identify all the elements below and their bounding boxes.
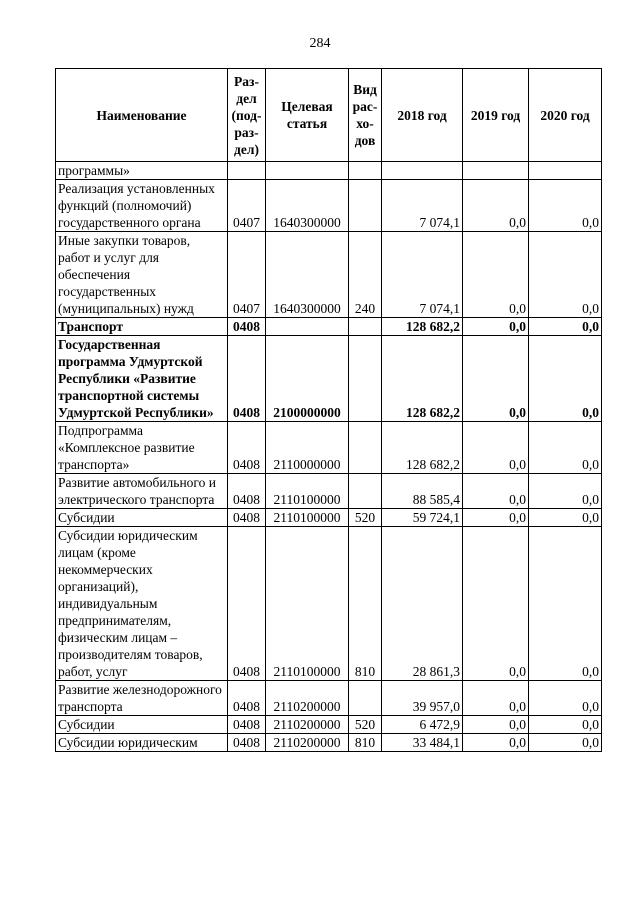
page-number: 284 — [309, 36, 331, 51]
table-row — [56, 527, 602, 681]
cell-name: Субсидии — [56, 716, 228, 734]
cell-name: Субсидии юридическим лицам (кроме некоммерческих организаций), индивидуальным предпринимателям, физическим лицам – производителям товаров, работ, услуг — [56, 527, 228, 681]
cell-kind — [349, 336, 382, 422]
cell-2019: 0,0 — [463, 474, 529, 509]
cell-name: Транспорт — [56, 318, 228, 336]
table-row — [56, 336, 602, 422]
cell-kind — [349, 180, 382, 232]
cell-section: 0408 — [228, 716, 266, 734]
header-2018: 2018 год — [382, 69, 463, 162]
cell-2020: 0,0 — [529, 509, 602, 527]
cell-2020: 0,0 — [529, 180, 602, 232]
cell-name: Подпрограмма «Комплексное развитие транспорта» — [56, 422, 228, 474]
cell-target: 2110100000 — [266, 527, 349, 681]
cell-target: 2110100000 — [266, 474, 349, 509]
header-row — [56, 69, 602, 162]
cell-2020: 0,0 — [529, 232, 602, 318]
cell-2020 — [529, 162, 602, 180]
cell-kind: 810 — [349, 527, 382, 681]
cell-kind — [349, 474, 382, 509]
header-2020: 2020 год — [529, 69, 602, 162]
cell-2018 — [382, 162, 463, 180]
cell-2020: 0,0 — [529, 716, 602, 734]
cell-section: 0408 — [228, 318, 266, 336]
cell-kind — [349, 422, 382, 474]
cell-2019: 0,0 — [463, 527, 529, 681]
cell-2019: 0,0 — [463, 716, 529, 734]
table-row — [56, 180, 602, 232]
cell-2018: 128 682,2 — [382, 318, 463, 336]
cell-section: 0408 — [228, 734, 266, 752]
cell-name: Субсидии — [56, 509, 228, 527]
cell-section: 0408 — [228, 527, 266, 681]
table-row — [56, 162, 602, 180]
cell-2019 — [463, 162, 529, 180]
table-row — [56, 474, 602, 509]
cell-section: 0408 — [228, 422, 266, 474]
table-row — [56, 509, 602, 527]
cell-2020: 0,0 — [529, 474, 602, 509]
cell-2018: 59 724,1 — [382, 509, 463, 527]
cell-name: Иные закупки товаров, работ и услуг для обеспечения государственных (муниципальных) нужд — [56, 232, 228, 318]
cell-2019: 0,0 — [463, 734, 529, 752]
cell-2018: 28 861,3 — [382, 527, 463, 681]
cell-target: 2100000000 — [266, 336, 349, 422]
cell-section: 0408 — [228, 336, 266, 422]
cell-target: 2110200000 — [266, 716, 349, 734]
cell-target — [266, 318, 349, 336]
cell-name: Развитие железнодорожного транспорта — [56, 681, 228, 716]
cell-name: Субсидии юридическим — [56, 734, 228, 752]
header-name: Наименование — [56, 69, 228, 162]
cell-section — [228, 162, 266, 180]
cell-name: Государственная программа Удмуртской Республики «Развитие транспортной системы Удмуртской Республики» — [56, 336, 228, 422]
cell-2018: 33 484,1 — [382, 734, 463, 752]
cell-kind: 520 — [349, 716, 382, 734]
cell-2019: 0,0 — [463, 336, 529, 422]
cell-target: 2110200000 — [266, 734, 349, 752]
cell-kind: 520 — [349, 509, 382, 527]
table-row — [56, 716, 602, 734]
cell-2018: 7 074,1 — [382, 232, 463, 318]
cell-section: 0407 — [228, 232, 266, 318]
cell-2020: 0,0 — [529, 734, 602, 752]
cell-section: 0408 — [228, 681, 266, 716]
cell-2018: 39 957,0 — [382, 681, 463, 716]
cell-2020: 0,0 — [529, 527, 602, 681]
cell-2020: 0,0 — [529, 318, 602, 336]
cell-kind: 240 — [349, 232, 382, 318]
cell-2018: 88 585,4 — [382, 474, 463, 509]
table-row — [56, 681, 602, 716]
table-row — [56, 422, 602, 474]
cell-target: 1640300000 — [266, 232, 349, 318]
header-target: Целевая статья — [266, 69, 349, 162]
budget-table — [55, 68, 602, 752]
cell-section: 0407 — [228, 180, 266, 232]
cell-2019: 0,0 — [463, 509, 529, 527]
cell-target: 1640300000 — [266, 180, 349, 232]
cell-2018: 7 074,1 — [382, 180, 463, 232]
cell-name: программы» — [56, 162, 228, 180]
cell-2019: 0,0 — [463, 681, 529, 716]
table-body — [56, 162, 602, 752]
cell-2020: 0,0 — [529, 681, 602, 716]
cell-2019: 0,0 — [463, 422, 529, 474]
cell-kind — [349, 681, 382, 716]
cell-section: 0408 — [228, 509, 266, 527]
cell-target: 2110000000 — [266, 422, 349, 474]
cell-name: Развитие автомобильного и электрического транспорта — [56, 474, 228, 509]
cell-kind: 810 — [349, 734, 382, 752]
cell-2019: 0,0 — [463, 180, 529, 232]
cell-target — [266, 162, 349, 180]
cell-name: Реализация установленных функций (полномочий) государственного органа — [56, 180, 228, 232]
cell-section: 0408 — [228, 474, 266, 509]
table-row — [56, 734, 602, 752]
table-header — [56, 69, 602, 162]
header-kind: Вид рас- хо- дов — [349, 69, 382, 162]
cell-target: 2110100000 — [266, 509, 349, 527]
cell-2020: 0,0 — [529, 422, 602, 474]
cell-kind — [349, 318, 382, 336]
cell-2020: 0,0 — [529, 336, 602, 422]
cell-target: 2110200000 — [266, 681, 349, 716]
cell-2018: 128 682,2 — [382, 422, 463, 474]
cell-2019: 0,0 — [463, 318, 529, 336]
header-section: Раз- дел (под- раз- дел) — [228, 69, 266, 162]
table-row — [56, 232, 602, 318]
cell-2018: 128 682,2 — [382, 336, 463, 422]
table-row — [56, 318, 602, 336]
header-2019: 2019 год — [463, 69, 529, 162]
cell-kind — [349, 162, 382, 180]
cell-2019: 0,0 — [463, 232, 529, 318]
cell-2018: 6 472,9 — [382, 716, 463, 734]
